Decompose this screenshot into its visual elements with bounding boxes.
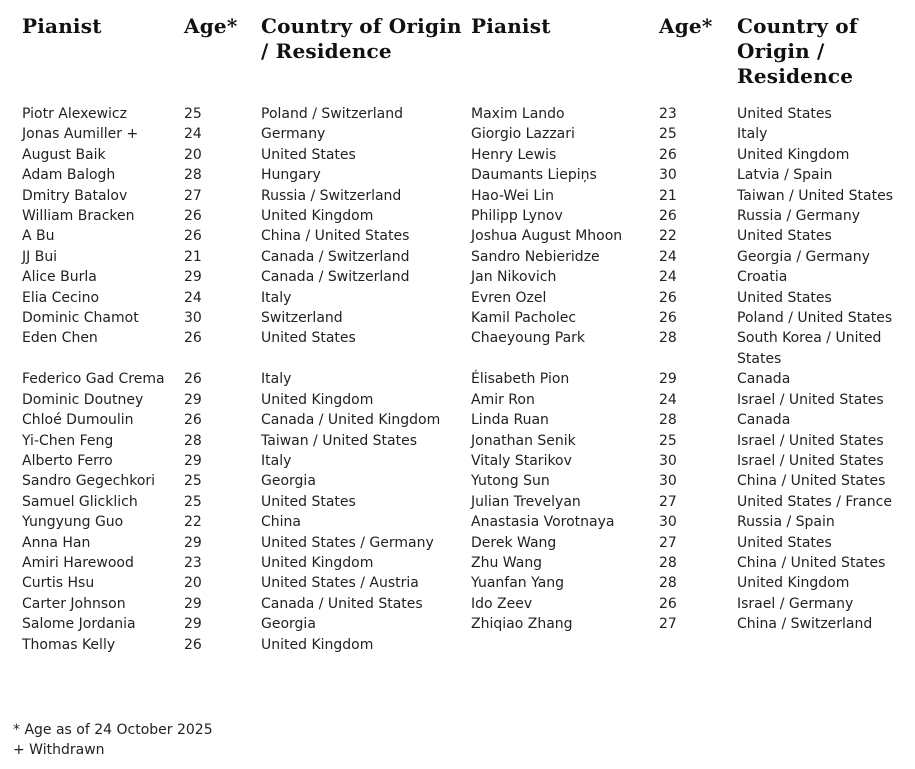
pianist-name-left: August Baik bbox=[22, 146, 106, 163]
header-age-left: Age* bbox=[184, 14, 238, 38]
pianist-country-left: Georgia bbox=[261, 473, 316, 490]
pianist-country-right: Israel / United States bbox=[737, 432, 884, 449]
pianist-name-right: Julian Trevelyan bbox=[471, 493, 581, 510]
pianist-name-right: Henry Lewis bbox=[471, 146, 557, 163]
pianist-name-left: Anna Han bbox=[22, 534, 91, 551]
pianist-name-left: JJ Bui bbox=[22, 248, 58, 265]
pianist-age-left: 29 bbox=[184, 616, 202, 633]
header-country-right: Country of Origin / Residence bbox=[737, 14, 858, 88]
pianist-country-right: Poland / United States bbox=[737, 310, 893, 327]
pianist-country-right: China / United States bbox=[737, 473, 886, 490]
pianist-name-left: William Bracken bbox=[22, 208, 135, 225]
pianist-country-left: China / United States bbox=[261, 228, 410, 245]
pianist-name-right: Zhiqiao Zhang bbox=[471, 616, 573, 633]
pianist-country-left: United States bbox=[261, 493, 356, 510]
pianist-country-left: Canada / United States bbox=[261, 595, 423, 612]
pianist-name-left: Elia Cecino bbox=[22, 289, 100, 306]
pianist-age-right: 23 bbox=[659, 106, 677, 122]
header-age-right: Age* bbox=[659, 14, 713, 38]
pianist-age-right: 28 bbox=[659, 412, 677, 429]
pianist-country-left: Taiwan / United States bbox=[261, 432, 418, 449]
pianist-country-left: United Kingdom bbox=[261, 391, 374, 408]
pianist-name-right: Vitaly Starikov bbox=[471, 452, 572, 469]
pianist-country-right: Canada bbox=[737, 412, 791, 429]
footnotes bbox=[13, 720, 213, 761]
pianist-name-left: Jonas Aumiller + bbox=[22, 126, 139, 143]
withdrawn-footnote: + Withdrawn bbox=[13, 742, 105, 759]
pianist-age-right: 25 bbox=[659, 126, 677, 143]
pianist-country-right: Croatia bbox=[737, 269, 788, 286]
pianist-name-right bbox=[471, 635, 659, 655]
pianist-age-left: 25 bbox=[184, 106, 202, 122]
pianist-age-right: 26 bbox=[659, 208, 677, 225]
pianist-age-left: 28 bbox=[184, 167, 202, 184]
pianist-name-left: Thomas Kelly bbox=[22, 636, 116, 653]
age-footnote: * Age as of 24 October 2025 bbox=[13, 722, 213, 738]
pianist-country-right: Taiwan / United States bbox=[737, 187, 894, 204]
pianist-age-left: 29 bbox=[184, 391, 202, 408]
pianist-age-left: 26 bbox=[184, 636, 202, 653]
pianist-age-left: 26 bbox=[184, 208, 202, 225]
pianist-country-left: Canada / Switzerland bbox=[261, 248, 410, 265]
pianist-age-left: 24 bbox=[184, 126, 202, 143]
pianist-name-left: Piotr Alexewicz bbox=[22, 106, 127, 122]
pianist-age-right: 24 bbox=[659, 269, 677, 286]
pianist-name-right: Derek Wang bbox=[471, 534, 557, 551]
pianist-age-left: 20 bbox=[184, 575, 202, 592]
pianist-country-right: Italy bbox=[737, 126, 768, 143]
pianist-roster-table bbox=[22, 14, 907, 655]
pianist-name-right: Ido Zeev bbox=[471, 595, 533, 612]
pianist-name-left: Adam Balogh bbox=[22, 167, 116, 184]
pianist-age-right: 28 bbox=[659, 554, 677, 571]
pianist-age-right: 29 bbox=[659, 371, 677, 388]
pianist-country-left: Switzerland bbox=[261, 310, 343, 327]
pianist-name-left: Alice Burla bbox=[22, 269, 97, 286]
pianist-country-left: Italy bbox=[261, 452, 292, 469]
pianist-age-right: 26 bbox=[659, 595, 677, 612]
pianist-country-right: Georgia / Germany bbox=[737, 248, 870, 265]
pianist-age-right: 30 bbox=[659, 473, 677, 490]
pianist-age-left: 23 bbox=[184, 554, 202, 571]
pianist-country-right: Israel / United States bbox=[737, 391, 884, 408]
pianist-name-right: Kamil Pacholec bbox=[471, 310, 577, 327]
pianist-country-right: South Korea / United States bbox=[737, 330, 882, 367]
pianist-age-right: 27 bbox=[659, 493, 677, 510]
pianist-age-right bbox=[659, 635, 737, 655]
pianist-name-left: Federico Gad Crema bbox=[22, 371, 165, 388]
pianist-name-left: Dominic Chamot bbox=[22, 310, 139, 327]
pianist-name-left: Dmitry Batalov bbox=[22, 187, 128, 204]
pianist-age-left: 29 bbox=[184, 269, 202, 286]
pianist-country-left: United Kingdom bbox=[261, 554, 374, 571]
pianist-age-right: 26 bbox=[659, 289, 677, 306]
pianist-name-right: Evren Ozel bbox=[471, 289, 547, 306]
pianist-country-left: United Kingdom bbox=[261, 208, 374, 225]
pianist-name-right: Joshua August Mhoon bbox=[471, 228, 623, 245]
pianist-name-right: Sandro Nebieridze bbox=[471, 248, 600, 265]
pianist-country-right: United Kingdom bbox=[737, 146, 850, 163]
pianist-name-left: Amiri Harewood bbox=[22, 554, 134, 571]
pianist-country-right: Russia / Spain bbox=[737, 514, 835, 531]
pianist-country-left: United States bbox=[261, 146, 356, 163]
pianist-age-right: 30 bbox=[659, 167, 677, 184]
pianist-age-right: 24 bbox=[659, 248, 677, 265]
pianist-country-left: Georgia bbox=[261, 616, 316, 633]
pianist-name-right: Anastasia Vorotnaya bbox=[471, 514, 615, 531]
pianist-age-right: 30 bbox=[659, 514, 677, 531]
pianist-age-right: 24 bbox=[659, 391, 677, 408]
pianist-country-left: Canada / Switzerland bbox=[261, 269, 410, 286]
header-pianist-left: Pianist bbox=[22, 14, 102, 38]
pianist-age-left: 21 bbox=[184, 248, 202, 265]
pianist-name-right: Jonathan Senik bbox=[471, 432, 576, 449]
pianist-country-right bbox=[737, 635, 907, 655]
header-pianist-right: Pianist bbox=[471, 14, 551, 38]
pianist-name-right: Jan Nikovich bbox=[471, 269, 557, 286]
pianist-country-right: United States bbox=[737, 534, 832, 551]
pianist-country-left: Poland / Switzerland bbox=[261, 106, 404, 122]
pianist-name-left: Chloé Dumoulin bbox=[22, 412, 134, 429]
pianist-age-right: 27 bbox=[659, 616, 677, 633]
pianist-age-left: 30 bbox=[184, 310, 202, 327]
pianist-age-left: 29 bbox=[184, 534, 202, 551]
pianist-name-left: Eden Chen bbox=[22, 330, 98, 347]
pianist-name-right: Amir Ron bbox=[471, 391, 535, 408]
pianist-name-left: Yi-Chen Feng bbox=[22, 432, 114, 449]
pianist-country-left: Italy bbox=[261, 371, 292, 388]
pianist-name-right: Chaeyoung Park bbox=[471, 330, 586, 347]
pianist-country-right: Israel / Germany bbox=[737, 595, 854, 612]
pianist-country-right: Israel / United States bbox=[737, 452, 884, 469]
pianist-age-right: 30 bbox=[659, 452, 677, 469]
pianist-age-left: 20 bbox=[184, 146, 202, 163]
pianist-name-left: Salome Jordania bbox=[22, 616, 136, 633]
pianist-name-left: Alberto Ferro bbox=[22, 452, 113, 469]
pianist-age-right: 25 bbox=[659, 432, 677, 449]
pianist-age-left: 28 bbox=[184, 432, 202, 449]
pianist-age-right: 26 bbox=[659, 310, 677, 327]
pianist-country-left: United States / Austria bbox=[261, 575, 419, 592]
pianist-country-left: Canada / United Kingdom bbox=[261, 412, 441, 429]
pianist-age-left: 25 bbox=[184, 493, 202, 510]
pianist-name-right: Hao-Wei Lin bbox=[471, 187, 554, 204]
pianist-country-right: United Kingdom bbox=[737, 575, 850, 592]
pianist-name-right: Daumants Liepiņs bbox=[471, 167, 597, 184]
pianist-country-left: United Kingdom bbox=[261, 636, 374, 653]
pianist-age-right: 28 bbox=[659, 575, 677, 592]
pianist-age-right: 28 bbox=[659, 330, 677, 347]
pianist-country-right: United States / France bbox=[737, 493, 892, 510]
pianist-country-left: Hungary bbox=[261, 167, 321, 184]
pianist-name-right: Linda Ruan bbox=[471, 412, 549, 429]
pianist-country-right: United States bbox=[737, 289, 832, 306]
pianist-country-right: China / United States bbox=[737, 554, 886, 571]
pianist-country-left: Italy bbox=[261, 289, 292, 306]
pianist-name-left: Sandro Gegechkori bbox=[22, 473, 156, 490]
pianist-age-right: 21 bbox=[659, 187, 677, 204]
pianist-age-left: 26 bbox=[184, 330, 202, 347]
pianist-name-left: Dominic Doutney bbox=[22, 391, 144, 408]
pianist-name-right: Yuanfan Yang bbox=[471, 575, 565, 592]
pianist-name-right: Élisabeth Pion bbox=[471, 371, 570, 388]
pianist-name-left: Yungyung Guo bbox=[22, 514, 124, 531]
pianist-name-left: Samuel Glicklich bbox=[22, 493, 138, 510]
pianist-name-right: Yutong Sun bbox=[471, 473, 550, 490]
pianist-name-right: Philipp Lynov bbox=[471, 208, 563, 225]
pianist-name-right: Maxim Lando bbox=[471, 106, 565, 122]
pianist-country-right: Latvia / Spain bbox=[737, 167, 833, 184]
pianist-age-left: 29 bbox=[184, 595, 202, 612]
pianist-age-left: 22 bbox=[184, 514, 202, 531]
pianist-age-left: 29 bbox=[184, 452, 202, 469]
pianist-age-right: 22 bbox=[659, 228, 677, 245]
pianist-country-right: China / Switzerland bbox=[737, 616, 873, 633]
pianist-country-right: Canada bbox=[737, 371, 791, 388]
pianist-name-right: Zhu Wang bbox=[471, 554, 543, 571]
pianist-age-left: 26 bbox=[184, 412, 202, 429]
pianist-name-right: Giorgio Lazzari bbox=[471, 126, 575, 143]
header-country-left: Country of Origin / Residence bbox=[261, 14, 462, 63]
pianist-country-right: United States bbox=[737, 228, 832, 245]
pianist-name-left: A Bu bbox=[22, 228, 55, 245]
pianist-name-left: Curtis Hsu bbox=[22, 575, 95, 592]
pianist-country-left: United States / Germany bbox=[261, 534, 434, 551]
pianist-age-left: 25 bbox=[184, 473, 202, 490]
pianist-age-right: 26 bbox=[659, 146, 677, 163]
pianist-age-left: 26 bbox=[184, 228, 202, 245]
pianist-name-left: Carter Johnson bbox=[22, 595, 126, 612]
pianist-country-left: Germany bbox=[261, 126, 326, 143]
pianist-country-left: Russia / Switzerland bbox=[261, 187, 402, 204]
pianist-age-left: 27 bbox=[184, 187, 202, 204]
pianist-age-left: 26 bbox=[184, 371, 202, 388]
pianist-country-right: United States bbox=[737, 106, 832, 122]
pianist-age-right: 27 bbox=[659, 534, 677, 551]
pianist-age-left: 24 bbox=[184, 289, 202, 306]
pianist-country-right: Russia / Germany bbox=[737, 208, 860, 225]
pianist-country-left: China bbox=[261, 514, 301, 531]
pianist-country-left: United States bbox=[261, 330, 356, 347]
